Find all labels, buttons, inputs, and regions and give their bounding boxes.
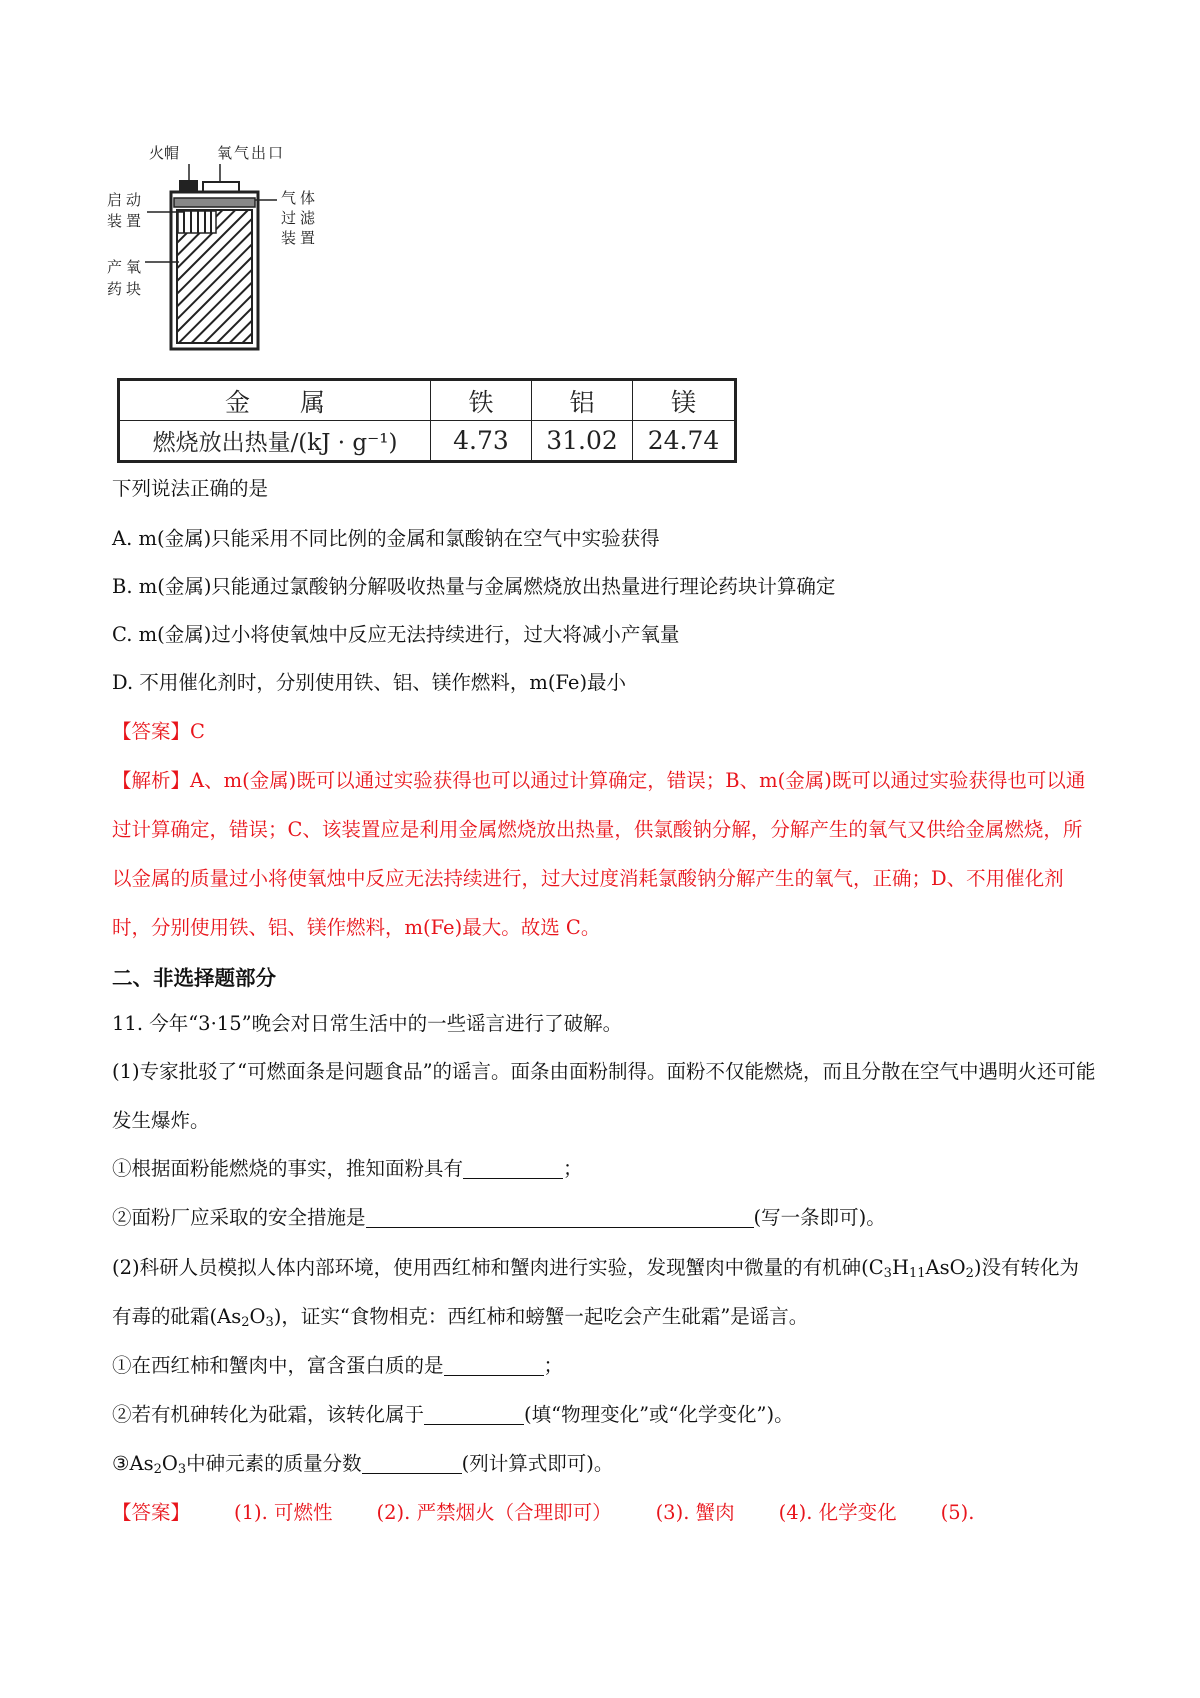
answer-blank[interactable] [444,1355,544,1376]
question-11-part1: (1)专家批驳了“可燃面条是问题食品”的谣言。面条由面粉制得。面粉不仅能燃烧，而且分散在空气中遇明火还可能发生爆炸。 [112,1060,1096,1132]
option-d: D. 不用催化剂时，分别使用铁、铝、镁作燃料，m(Fe)最小 [112,671,627,694]
label-filter-line1: 气体 [281,189,320,207]
answer-item: (2). 严禁烟火（合理即可） [376,1501,612,1524]
section-heading: 二、非选择题部分 [112,966,276,990]
question-text: AsO [925,1256,966,1279]
label-filter-line3: 装置 [281,229,320,247]
answer-label: 【答案】 [112,1501,191,1524]
table-cell: 24.74 [633,421,736,462]
question-text: (列计算式即可)。 [461,1452,614,1475]
answer-item: (5). [940,1501,975,1524]
question-text: ①在西红柿和蟹肉中，富含蛋白质的是 [112,1354,444,1377]
question-text: ③As [112,1452,154,1475]
question-text: O [161,1452,178,1475]
label-oxygen-outlet: 氧气出口 [217,144,286,162]
table-row [119,421,736,462]
question-text: ②若有机砷转化为砒霜，该转化属于 [112,1403,425,1426]
question-11-part1-q1 [112,1156,583,1182]
label-block-line2: 药块 [107,280,146,298]
oxygen-candle-drawing [105,148,345,363]
answer-item: (1). 可燃性 [234,1501,333,1524]
table-cell: 31.02 [532,421,633,462]
option-a: A. m(金属)只能采用不同比例的金属和氯酸钠在空气中实验获得 [112,527,660,550]
table-cell: 4.73 [431,421,532,462]
question-text: (填“物理变化”或“化学变化”)。 [524,1403,794,1426]
question-text: )，证实“食物相克：西红柿和螃蟹一起吃会产生砒霜”是谣言。 [273,1305,809,1328]
answer-blank[interactable] [362,1453,462,1474]
subscript: 3 [265,1315,274,1330]
answer-q11 [112,1500,974,1526]
answer-item: (4). 化学变化 [778,1501,897,1524]
question-11-part2-q1 [112,1353,563,1379]
table-header-cell: 铝 [532,380,633,421]
answer-q10: 【答案】C [112,720,205,743]
subscript: 11 [908,1266,926,1281]
question-text: (写一条即可)。 [753,1206,886,1229]
analysis-q10: 【解析】A、m(金属)既可以通过实验获得也可以通过计算确定，错误；B、m(金属)既可以通过实验获得也可以通过计算确定，错误；C、该装置应是利用金属燃烧放出热量，供氯酸钠分解，分解产生的氧气又供给金属燃烧，所以金属的质量过小将使氧烛中反应无法持续进行，过大过度消耗氯酸钠分解产生的氧气，正确；D、不用催化剂时，分别使用铁、铝、镁作燃料，m(Fe)最大。故选 C。 [112,769,1086,939]
question-text: O [249,1305,266,1328]
answer-blank[interactable] [463,1158,563,1179]
question-11-part2 [112,1243,1097,1341]
table-header-cell: 镁 [633,380,736,421]
question-11-part2-q3 [112,1451,613,1477]
question-11-stem: 11. 今年“3·15”晚会对日常生活中的一些谣言进行了破解。 [112,1012,623,1035]
option-c: C. m(金属)过小将使氧烛中反应无法持续进行，过大将减小产氧量 [112,623,680,646]
oxygen-candle-diagram [105,144,345,363]
answer-blank[interactable] [424,1404,524,1425]
subscript: 3 [177,1462,187,1477]
table-header-cell: 金 属 [119,380,431,421]
question-text: ①根据面粉能燃烧的事实，推知面粉具有 [112,1157,464,1180]
question-text: )没有转化为有毒的砒霜(As [112,1256,1079,1328]
subscript: 3 [883,1266,892,1281]
table-row-label: 燃烧放出热量/(kJ · g⁻¹) [119,421,431,462]
subscript: 2 [153,1462,162,1477]
question-text: H [891,1256,909,1279]
table-header-cell: 铁 [431,380,532,421]
question-stem: 下列说法正确的是 [112,477,269,500]
answer-item: (3). 蟹肉 [655,1501,735,1524]
question-11-part1-q2 [112,1205,886,1231]
question-text: (2)科研人员模拟人体内部环境，使用西红柿和蟹肉进行实验，发现蟹肉中微量的有机砷(C [112,1256,884,1279]
subscript: 2 [241,1315,250,1330]
question-text: ； [543,1354,564,1377]
subscript: 2 [965,1266,974,1281]
question-11-part2-q2 [112,1402,794,1428]
question-text: ； [563,1157,583,1180]
heat-release-table [117,378,737,463]
label-block-line1: 产氧 [107,258,146,276]
label-cap: 火帽 [149,144,180,162]
table-row [119,380,736,421]
question-text: ②面粉厂应采取的安全措施是 [112,1206,366,1229]
option-b: B. m(金属)只能通过氯酸钠分解吸收热量与金属燃烧放出热量进行理论药块计算确定 [112,575,836,598]
answer-blank[interactable] [366,1207,754,1228]
label-filter-line2: 过滤 [281,209,320,227]
label-starter-line1: 启动 [107,191,146,209]
label-starter-line2: 装置 [107,212,146,230]
question-text: 中砷元素的质量分数 [186,1452,362,1475]
